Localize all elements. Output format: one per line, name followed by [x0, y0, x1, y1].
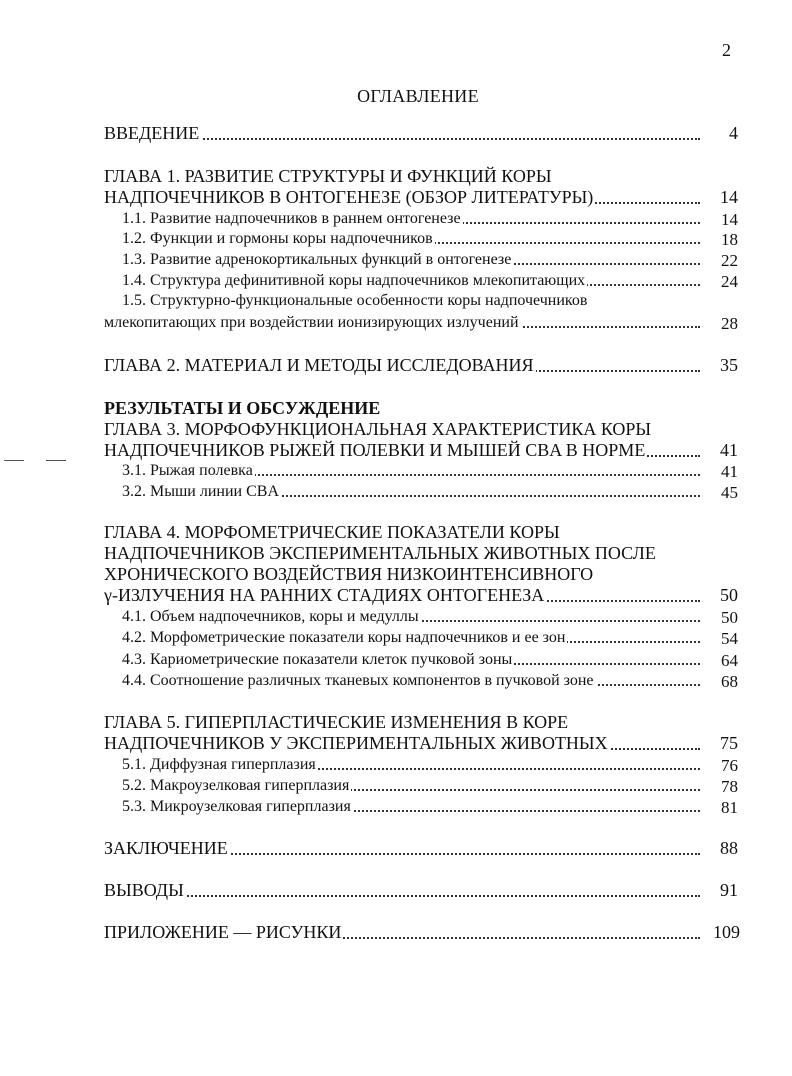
toc-entry-chapter-4[interactable] — [104, 585, 700, 606]
toc-entry-section-5-2[interactable] — [122, 777, 700, 795]
toc-chapter-heading: ГЛАВА 4. МОРФОМЕТРИЧЕСКИЕ ПОКАЗАТЕЛИ КОРЫ — [104, 522, 560, 542]
toc-entry-section-1-4[interactable] — [122, 272, 700, 290]
toc-entry-label: 5.3. Микроузелковая гиперплазия — [122, 798, 351, 815]
toc-entry-page: 76 — [721, 756, 738, 775]
toc-entry-label: НАДПОЧЕЧНИКОВ В ОНТОГЕНЕЗЕ (ОБЗОР ЛИТЕРАТУРЫ) — [104, 187, 594, 207]
toc-entry-label: 4.3. Кариометрические показатели клеток пучковой зоны — [122, 651, 513, 668]
toc-entry-chapter-2[interactable] — [104, 355, 700, 376]
scan-artifact-mark — [4, 460, 24, 461]
toc-entry-label: НАДПОЧЕЧНИКОВ РЫЖЕЙ ПОЛЕВКИ И МЫШЕЙ CBA В НОРМЕ — [104, 440, 646, 460]
toc-entry-page: 18 — [721, 230, 738, 249]
toc-section-heading: 1.5. Структурно-функциональные особенности коры надпочечников — [122, 292, 588, 309]
toc-entry-label: 3.2. Мыши линии CBA — [122, 483, 279, 500]
toc-chapter-heading: ГЛАВА 3. МОРФОФУНКЦИОНАЛЬНАЯ ХАРАКТЕРИСТИКА КОРЫ — [104, 419, 652, 439]
toc-entry-section-3-1[interactable] — [122, 462, 700, 480]
toc-entry-page: 14 — [720, 187, 738, 207]
toc-entry-label: 4.4. Соотношение различных тканевых компонентов в пучковой зоне — [122, 672, 594, 689]
toc-entry-label: 1.2. Функции и гормоны коры надпочечников — [122, 230, 433, 247]
toc-entry-section-1-3[interactable] — [122, 251, 700, 269]
toc-entry-label: млекопитающих при воздействии ионизирующих излучений — [104, 314, 519, 331]
toc-entry-page: 75 — [720, 733, 738, 753]
toc-chapter-heading: ГЛАВА 5. ГИПЕРПЛАСТИЧЕСКИЕ ИЗМЕНЕНИЯ В КОРЕ — [104, 712, 569, 732]
toc-entry-label: γ-ИЗЛУЧЕНИЯ НА РАННИХ СТАДИЯХ ОНТОГЕНЕЗА — [104, 585, 545, 605]
toc-entry-page: 35 — [720, 355, 738, 375]
toc-entry-page: 28 — [721, 314, 738, 333]
toc-entry-label: 3.1. Рыжая полевка — [122, 462, 253, 479]
toc-entry-page: 64 — [721, 651, 738, 670]
toc-entry-label: 1.3. Развитие адренокортикальных функций в онтогенезе — [122, 251, 512, 268]
toc-entry-chapter-3[interactable] — [104, 440, 700, 461]
toc-entry-section-5-3[interactable] — [122, 798, 700, 816]
toc-entry-page: 54 — [721, 629, 738, 648]
toc-entry-appendix[interactable] — [104, 922, 700, 943]
toc-entry-label: ПРИЛОЖЕНИЕ — РИСУНКИ — [104, 922, 342, 942]
toc-entry-page: 41 — [721, 462, 738, 481]
toc-entry-section-4-2[interactable] — [122, 629, 700, 647]
toc-entry-label: 1.1. Развитие надпочечников в раннем онтогенезе — [122, 210, 461, 227]
toc-part-heading: РЕЗУЛЬТАТЫ И ОБСУЖДЕНИЕ — [104, 398, 381, 418]
toc-entry-page: 68 — [721, 672, 738, 691]
toc-title: ОГЛАВЛЕНИЕ — [357, 86, 479, 106]
toc-entry-page: 81 — [721, 798, 738, 817]
toc-entry-page: 45 — [721, 483, 738, 502]
toc-entry-page: 41 — [720, 440, 738, 460]
toc-entry-page: 78 — [721, 777, 738, 796]
toc-chapter-heading: НАДПОЧЕЧНИКОВ ЭКСПЕРИМЕНТАЛЬНЫХ ЖИВОТНЫХ ПОСЛЕ — [104, 543, 656, 563]
toc-entry-intro[interactable] — [104, 123, 700, 144]
page-number: 2 — [722, 40, 731, 60]
toc-entry-page: 14 — [721, 210, 738, 229]
scan-artifact-mark — [46, 460, 66, 461]
toc-entry-findings[interactable] — [104, 880, 700, 901]
toc-chapter-heading: ГЛАВА 1. РАЗВИТИЕ СТРУКТУРЫ И ФУНКЦИЙ КОРЫ — [104, 166, 552, 186]
toc-entry-section-3-2[interactable] — [122, 483, 700, 501]
toc-chapter-heading: ХРОНИЧЕСКОГО ВОЗДЕЙСТВИЯ НИЗКОИНТЕНСИВНОГО — [104, 564, 594, 584]
toc-entry-page: 4 — [729, 123, 738, 143]
toc-entry-page: 50 — [720, 585, 738, 605]
toc-entry-page: 24 — [721, 272, 738, 291]
toc-entry-label: 5.2. Макроузелковая гиперплазия — [122, 777, 350, 794]
toc-entry-label: ЗАКЛЮЧЕНИЕ — [104, 838, 228, 858]
toc-entry-section-4-3[interactable] — [122, 651, 700, 669]
toc-entry-page: 109 — [713, 922, 740, 942]
toc-entry-page: 91 — [720, 880, 738, 900]
toc-entry-label: ГЛАВА 2. МАТЕРИАЛ И МЕТОДЫ ИССЛЕДОВАНИЯ — [104, 355, 534, 375]
toc-entry-label: ВЫВОДЫ — [104, 880, 184, 900]
toc-entry-section-5-1[interactable] — [122, 756, 700, 774]
toc-entry-chapter-1[interactable] — [104, 187, 700, 208]
toc-entry-label: ВВЕДЕНИЕ — [104, 123, 200, 143]
toc-entry-page: 50 — [721, 608, 738, 627]
toc-entry-conclusion[interactable] — [104, 838, 700, 859]
toc-entry-label: НАДПОЧЕЧНИКОВ У ЭКСПЕРИМЕНТАЛЬНЫХ ЖИВОТНЫХ — [104, 733, 608, 753]
toc-entry-label: 4.1. Объем надпочечников, коры и медуллы — [122, 608, 419, 625]
toc-entry-chapter-5[interactable] — [104, 733, 700, 754]
toc-entry-section-4-1[interactable] — [122, 608, 700, 626]
toc-entry-section-4-4[interactable] — [122, 672, 700, 690]
toc-entry-page: 22 — [721, 251, 738, 270]
toc-entry-section-1-1[interactable] — [122, 210, 700, 228]
toc-entry-section-1-2[interactable] — [122, 230, 700, 248]
toc-entry-page: 88 — [720, 838, 738, 858]
toc-entry-label: 5.1. Диффузная гиперплазия — [122, 756, 316, 773]
toc-entry-label: 4.2. Морфометрические показатели коры надпочечников и ее зон — [122, 629, 566, 646]
toc-entry-section-1-5[interactable] — [104, 314, 700, 332]
toc-entry-label: 1.4. Структура дефинитивной коры надпочечников млекопитающих — [122, 272, 586, 289]
